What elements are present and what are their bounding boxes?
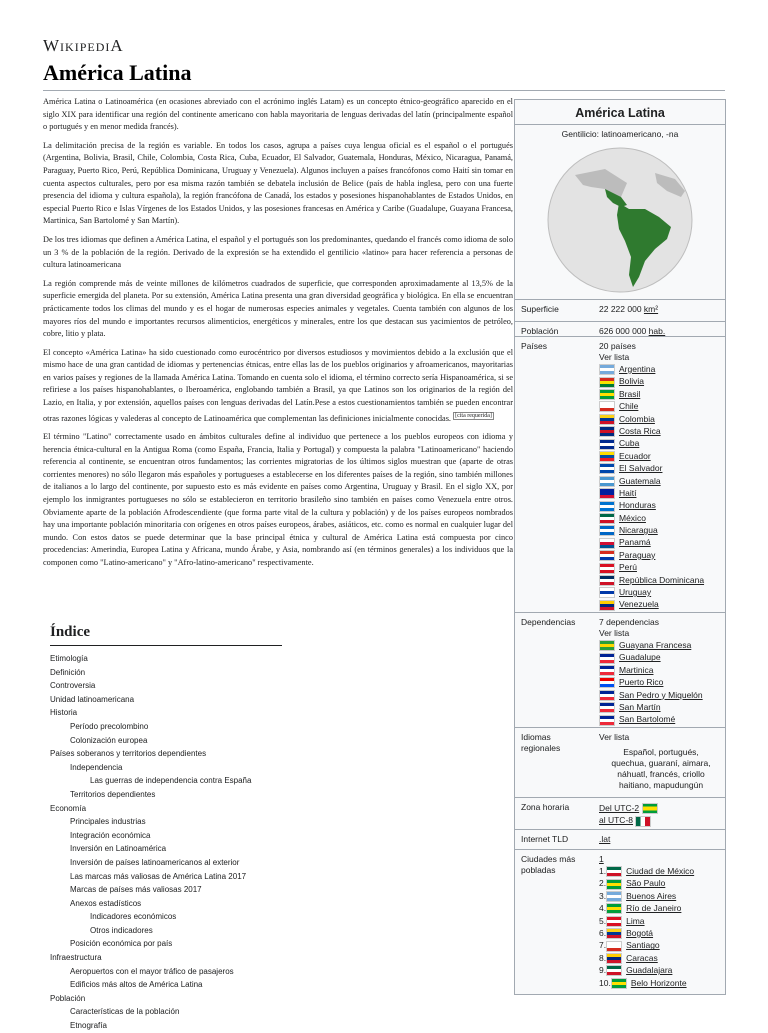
flag-icon [606, 916, 622, 927]
list-item-link[interactable]: México [619, 512, 646, 523]
toc-item[interactable]: Las marcas más valiosas de América Latina 2017 [70, 871, 247, 881]
superficie-value: 22 222 000 [599, 304, 642, 314]
paragraph [43, 347, 513, 425]
list-item-link[interactable]: Brasil [619, 388, 641, 399]
flag-list-item [599, 512, 723, 524]
list-item-link[interactable]: Haití [619, 487, 637, 498]
city-link[interactable]: Lima [626, 915, 645, 926]
flag-icon [599, 653, 615, 664]
list-item-link[interactable]: Cuba [619, 438, 640, 449]
countries-list [599, 363, 723, 611]
list-item-link[interactable]: República Dominicana [619, 574, 705, 585]
row-label: Dependencias [521, 617, 576, 627]
row-value [599, 834, 723, 845]
toc-item[interactable]: Aeropuertos con el mayor tráfico de pasajeros [70, 966, 234, 976]
toc-item[interactable]: Marcas de países más valiosas 2017 [70, 885, 202, 895]
flag-icon [599, 575, 615, 586]
city-rank: 7. [599, 940, 607, 951]
paragraph: De los tres idiomas que definen a América Latina, el español y el portugués son los predominantes, quedando el francés como idioma de solo un 3 % de la población de la región. Derivado de la expresión se ha extendido el gentilicio «latino» para hacer referencia a personas de cultura latinoamericana [43, 234, 513, 270]
city-rank: 8. [599, 952, 607, 963]
list-item-link[interactable]: Costa Rica [619, 425, 661, 436]
city-rank: 5. [599, 915, 607, 926]
row-label: Idiomas regionales [521, 732, 561, 753]
flag-list-item [599, 689, 723, 701]
city-list-item [599, 952, 723, 964]
infobox-title: América Latina [575, 106, 665, 120]
flag-icon [599, 702, 615, 713]
toc-item[interactable]: Características de la población [70, 1007, 180, 1017]
flag-icon [599, 451, 615, 462]
flag-icon [599, 501, 615, 512]
flag-icon [611, 978, 627, 989]
list-item-link[interactable]: Paraguay [619, 549, 656, 560]
ver-lista-toggle[interactable]: Ver lista [599, 352, 630, 362]
city-rank: 4. [599, 903, 607, 914]
dependencies-list [599, 639, 723, 726]
toc-item[interactable]: Indicadores económicos [90, 912, 177, 922]
flag-icon [599, 690, 615, 701]
paragraph: América Latina o Latinoamérica (en ocasiones abreviado con el acrónimo inglés Latam) es un concepto étnico-geográfico aparecido en el siglo XIX para identificar una región del continente americano con habla mayoritaria de lenguas derivadas del latín (principalmente español o portugués y en menor medida francés). [43, 97, 513, 132]
paragraph: La región comprende más de veinte millones de kilómetros cuadrados de superficie, que corresponden aproximadamente al 13,5% de la superficie emergida del planeta. Por su extensión, América Latina presenta una gran diversidad geográfica y biológica. En ella se encuentran prácticamente todos los climas del mundo y es el hogar de numerosas especies animales y vegetales. Cuenta también con algunos de los mayores ríos del mundo e importantes recursos alimenticios, energéticos y minerales, entre los que destacan sus yacimientos de petróleo, cobre, litio y plata. [43, 278, 513, 339]
flag-list-item [599, 450, 723, 462]
city-list-item [599, 890, 723, 902]
flag-icon [599, 563, 615, 574]
flag-icon [606, 953, 622, 964]
city-link[interactable]: Guadalajara [626, 965, 673, 976]
list-item-link[interactable]: Honduras [619, 500, 656, 511]
toc-item[interactable]: Historia [50, 708, 78, 718]
flag-list-item [599, 413, 723, 425]
cities-note-link[interactable]: 1 [599, 854, 604, 864]
row-value [599, 732, 723, 791]
city-link[interactable]: São Paulo [626, 878, 666, 889]
flag-list-item [599, 561, 723, 573]
wordmark-part: IKIPEDI [60, 40, 111, 54]
city-rank: 3. [599, 890, 607, 901]
toc-item[interactable]: Período precolombino [70, 721, 149, 731]
city-link[interactable]: Santiago [626, 940, 660, 951]
flag-list-item [599, 437, 723, 449]
flag-list-item [599, 388, 723, 400]
city-link[interactable]: Bogotá [626, 927, 654, 938]
flag-icon [599, 377, 615, 388]
toc-item[interactable]: Otros indicadores [90, 925, 153, 935]
city-list-item [599, 964, 723, 976]
citation-needed-link[interactable]: [cita requerida] [455, 412, 492, 419]
flag-list-item [599, 639, 723, 651]
flag-list-item [599, 499, 723, 511]
city-list-item [599, 915, 723, 927]
city-link[interactable]: Ciudad de México [626, 866, 695, 876]
city-list-item [599, 977, 723, 989]
row-label: Internet TLD [521, 834, 569, 844]
city-link[interactable]: Belo Horizonte [630, 977, 687, 988]
toc-item[interactable]: Las guerras de independencia contra España [90, 776, 252, 786]
row-value [599, 854, 723, 989]
infobox-row-idiomas [515, 727, 725, 796]
article-body [43, 96, 513, 576]
brazil-flag-icon [642, 803, 658, 814]
ver-lista-toggle[interactable]: Ver lista [599, 628, 630, 638]
toc-item[interactable]: Principales industrias [70, 817, 146, 827]
flag-icon [599, 463, 615, 474]
list-item-link[interactable]: Uruguay [619, 587, 652, 598]
table-of-contents [50, 624, 290, 1033]
toc-item[interactable]: Inversión en Latinoamérica [70, 844, 167, 854]
flag-icon [606, 866, 622, 877]
list-item-link[interactable]: Nicaragua [619, 525, 658, 536]
city-rank: 9. [599, 965, 607, 976]
flag-list-item [599, 598, 723, 610]
list-item-link[interactable]: Panamá [619, 537, 651, 548]
flag-list-item [599, 664, 723, 676]
toc-list [50, 652, 290, 1033]
infobox [514, 99, 726, 995]
list-item-link[interactable]: El Salvador [619, 463, 663, 474]
flag-icon [606, 903, 622, 914]
city-rank: 10. [599, 977, 611, 988]
toc-item[interactable]: Economía [50, 803, 87, 813]
flag-list-item [599, 363, 723, 375]
row-value [599, 341, 723, 611]
flag-icon [599, 665, 615, 676]
timezone-line [599, 802, 723, 814]
flag-list-item [599, 462, 723, 474]
toc-title: Índice [50, 624, 91, 640]
flag-list-item [599, 586, 723, 598]
flag-icon [599, 389, 615, 400]
flag-icon [599, 401, 615, 412]
flag-list-item [599, 524, 723, 536]
timezone-link[interactable]: al UTC-8 [599, 815, 634, 826]
list-item-link[interactable]: Guadalupe [619, 652, 661, 663]
infobox-row-tld [515, 829, 725, 850]
infobox-row-paises [515, 336, 725, 613]
flag-list-item [599, 536, 723, 548]
flag-list-item [599, 425, 723, 437]
ver-lista-toggle[interactable]: Ver lista [599, 732, 630, 742]
flag-icon [606, 928, 622, 939]
cities-list [599, 865, 723, 989]
row-label: Población [521, 326, 559, 336]
toc-item[interactable]: Países soberanos y territorios dependientes [50, 749, 207, 759]
list-item-link[interactable]: Bolivia [619, 376, 645, 387]
flag-list-item [599, 651, 723, 663]
city-link[interactable]: Buenos Aires [626, 890, 677, 901]
title-divider [43, 90, 725, 91]
mexico-flag-icon [635, 816, 651, 827]
flag-icon [606, 891, 622, 902]
toc-item[interactable]: Independencia [70, 762, 123, 772]
paragraph-text: El concepto «América Latina» ha sido cuestionado como eurocéntrico por diversos estudiosos y movimientos debido a la exclusión que el mismo hace de una gran cantidad de idiomas y pertenencias étnicas, entre ellas las de los pueblos originarios y afroamericanos, mayoritarias en varios países y regiones de la llamada América Latina. Tomando en cuenta solo el idioma, el término correcto sería Hispanoamérica, si se refiriese a los países hispanohablantes, o Iberoamérica, englobando también a Brasil, ya que Latinos son los originarios de la región del Lazio, en Italia, y por extensión, aquellos países con lenguas derivadas del Latín.Pese a estos cuestionamientos también se pueden encontrar otras razones lógicas y valederas al concepto de Latinoamérica que complementan las definiciones inicialmente conocidas. [43, 347, 513, 423]
flag-list-item [599, 400, 723, 412]
city-rank: 6. [599, 927, 607, 938]
poblacion-value: 626 000 000 [599, 326, 647, 336]
paragraph: La delimitación precisa de la región es variable. En todos los casos, agrupa a países cuya lengua oficial es el español o el portugués (Argentina, Bolivia, Brasil, Chile, Colombia, Costa Rica, Cuba, Ecuador, El Salvador, Guatemala, Honduras, México, Nicaragua, Panamá, Paraguay, Puerto Rico, Perú, República Dominicana, Uruguay y Venezuela). Algunos incluyen a países francófonos como Haití sin tomar en cuenta aspectos culturales, pero por esa misma razón también se debatela inclusión de Belice (país de habla inglesa, pero con una fuerte presencia del idioma y cultura española), la región francófona de Canadá, los estados y posesiones hispanohablantes de Estados Unidos, en especial Puerto Rico e Islas Vírgenes de los Estados Unidos, y las posesiones francesas en América y Caribe (Guadalupe, Guayana Francesa, Martinica, San Bartolomé y San Martín). [43, 140, 513, 226]
flag-list-item [599, 701, 723, 713]
row-value [599, 617, 723, 726]
toc-item[interactable]: Edificios más altos de América Latina [70, 980, 203, 990]
list-item-link[interactable]: Chile [619, 401, 639, 412]
flag-icon [599, 476, 615, 487]
flag-list-item [599, 549, 723, 561]
list-item-link[interactable]: Martinica [619, 664, 654, 675]
city-rank: 2. [599, 878, 607, 889]
list-item-link[interactable]: Perú [619, 562, 637, 573]
list-item-link[interactable]: San Pedro y Miquelón [619, 689, 703, 700]
city-list-item [599, 939, 723, 951]
list-item-link[interactable]: Puerto Rico [619, 677, 664, 688]
flag-icon [599, 600, 615, 611]
list-item-link[interactable]: Venezuela [619, 599, 659, 610]
flag-icon [599, 715, 615, 726]
language-line[interactable]: náhuatl, francés, criollo [617, 769, 705, 779]
paragraph: El término "Latino" correctamente usado en ámbitos culturales define al individuo que pertenece a los pueblos europeos con idioma y herencia étnica-cultural en la Antigua Roma (como España, Francia, Italia y Portugal) y compuesta la palabra "Latinoamericano" haciendo referencia al continente, se encuentran otros fundamentos; las corrientes migratorias de los últimos siglos muestran que (aparte de otras corrientes menores) no sólo llegaron más españoles y portugueses a establecerse en los diferentes países de la región, sino también millones de italianos a lo largo del continente, por supuesto esto es más evidente en países como Argentina, Uruguay y Brasil. En el siglo XX, por ejemplo los inmigrantes portugueses no sólo se establecieron en territorio brasileño sino también en países como Venezuela entre otros. Obviamente aparte de la población Afrodescendiente (que forma parte vital de la cultura y población) y de los países europeos nombrados hay una importante población minoritaria con orígenes en otros países europeos, árabes, asiáticos, etc. como es normal en cualquier lugar del mundo. Con estos datos se puede determinar que la base principal étnica y cultural de América Latina está compuesta por cinco procedencias: Amerindia, Europea Latina y Africana, mundo Árabe, y Asia, nombrando así (en términos generales) a los individuos que la componen como "Latino-americano" y "Afro-latino-americano" respectivamente. [43, 432, 513, 567]
city-list-item [599, 927, 723, 939]
flag-icon [606, 941, 622, 952]
timezone-link[interactable]: Del UTC-2 [599, 803, 640, 813]
toc-item[interactable]: Colonización europea [70, 735, 148, 745]
toc-item[interactable]: Posición económica por país [70, 939, 173, 949]
list-item-link[interactable]: San Bartolomé [619, 714, 676, 725]
dependencias-count: 7 dependencias [599, 617, 660, 627]
flag-list-item [599, 574, 723, 586]
infobox-row-dependencias [515, 612, 725, 733]
list-item-link[interactable]: Guayana Francesa [619, 640, 692, 650]
flag-list-item [599, 487, 723, 499]
city-rank: 1. [599, 866, 607, 876]
city-list-item [599, 865, 723, 877]
flag-icon [599, 587, 615, 598]
list-item-link[interactable]: San Martín [619, 701, 661, 712]
row-value [599, 802, 723, 827]
flag-list-item [599, 375, 723, 387]
row-label: Zona horaria [521, 802, 570, 812]
unit-link[interactable]: hab. [648, 326, 666, 336]
toc-item[interactable]: Infraestructura [50, 953, 102, 963]
row-label: Superficie [521, 304, 559, 314]
flag-icon [599, 538, 615, 549]
flag-icon [599, 439, 615, 450]
infobox-row-ciudades [515, 849, 725, 995]
row-label: Países [521, 341, 547, 351]
languages-list [599, 743, 723, 791]
toc-item[interactable]: Anexos estadísticos [70, 898, 142, 908]
flag-list-item [599, 475, 723, 487]
infobox-row-superficie [515, 299, 725, 322]
page-title: América Latina [43, 60, 192, 85]
toc-item[interactable]: Población [50, 993, 86, 1003]
flag-icon [599, 640, 615, 651]
flag-list-item [599, 676, 723, 688]
flag-icon [599, 414, 615, 425]
flag-icon [599, 364, 615, 375]
toc-item[interactable]: Integración económica [70, 830, 151, 840]
toc-item[interactable]: Territorios dependientes [70, 789, 156, 799]
toc-item[interactable]: Unidad latinoamericana [50, 694, 135, 704]
globe-map-image[interactable] [535, 145, 705, 295]
row-value [599, 304, 723, 315]
list-item-link[interactable]: Argentina [619, 364, 656, 374]
timezone-line [599, 814, 723, 826]
language-line[interactable]: haitiano, mapudungún [618, 780, 704, 790]
language-line[interactable]: Español, portugués, [623, 747, 699, 757]
flag-icon [599, 513, 615, 524]
wordmark-part: A [110, 36, 124, 55]
toc-item[interactable]: Inversión de países latinoamericanos al exterior [70, 857, 240, 867]
wikipedia-wordmark[interactable] [43, 36, 124, 56]
list-item-link[interactable]: Ecuador [619, 450, 651, 461]
city-list-item [599, 902, 723, 914]
toc-item[interactable]: Definición [50, 667, 86, 677]
language-line[interactable]: quechua, guaraní, aimara, [611, 758, 711, 768]
flag-icon [606, 965, 622, 976]
toc-divider [50, 645, 282, 646]
city-link[interactable]: Caracas [626, 952, 658, 963]
flag-icon [606, 879, 622, 890]
flag-icon [599, 550, 615, 561]
flag-icon [599, 525, 615, 536]
city-list-item [599, 877, 723, 889]
tld-link[interactable]: .lat [599, 834, 611, 844]
toc-item[interactable]: Controversia [50, 681, 96, 691]
city-link[interactable]: Río de Janeiro [626, 903, 682, 914]
paises-count: 20 países [599, 341, 636, 351]
list-item-link[interactable]: Colombia [619, 413, 655, 424]
wordmark-part: W [43, 36, 61, 55]
flag-list-item [599, 713, 723, 725]
list-item-link[interactable]: Guatemala [619, 475, 661, 486]
flag-icon [599, 677, 615, 688]
flag-icon [599, 426, 615, 437]
row-label: Ciudades más pobladas [521, 854, 576, 875]
unit-link[interactable]: km² [643, 304, 659, 314]
flag-icon [599, 488, 615, 499]
toc-item[interactable]: Etimología [50, 654, 88, 663]
infobox-row-zona [515, 797, 725, 830]
toc-item[interactable]: Etnografía [70, 1021, 107, 1031]
infobox-gentilicio: Gentilicio: latinoamericano, -na [515, 124, 725, 143]
